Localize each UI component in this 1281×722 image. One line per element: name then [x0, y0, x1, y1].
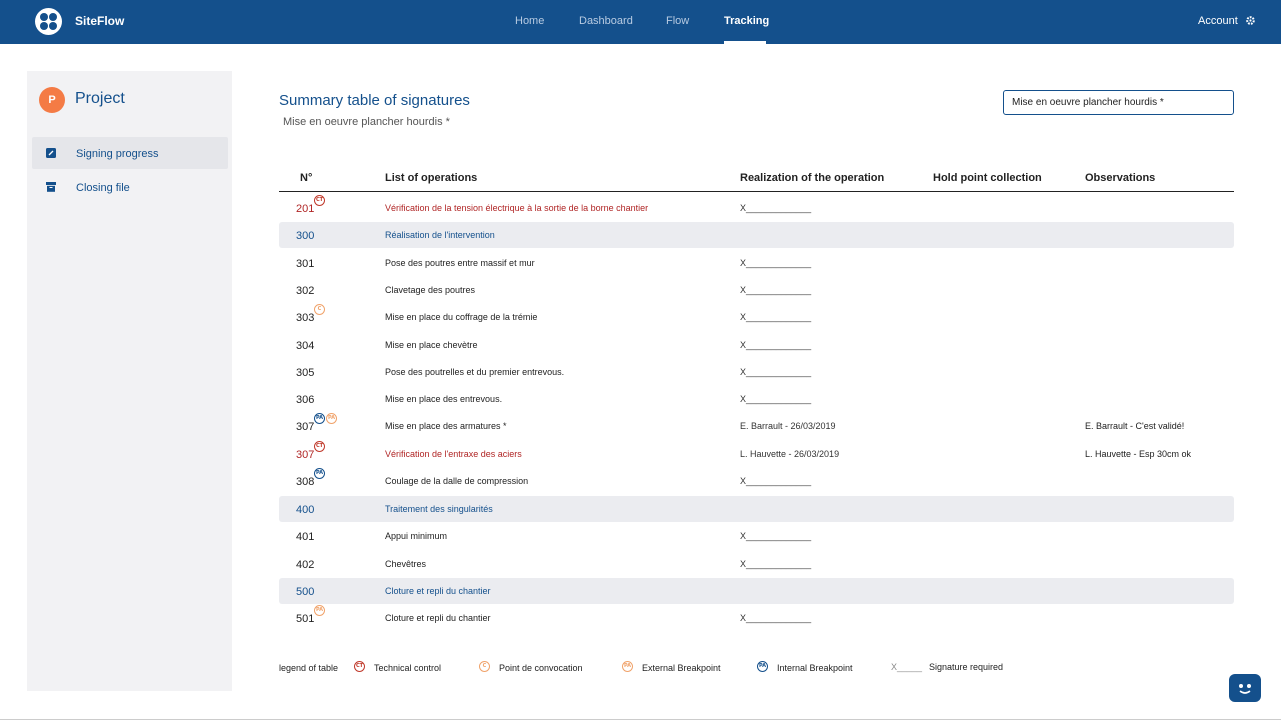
legend-label: Technical control	[374, 663, 442, 673]
operation-number: 307	[296, 421, 315, 433]
signature-required[interactable]: X_____________	[740, 531, 812, 541]
sidebar-item-label: Signing progress	[76, 148, 159, 160]
table-row[interactable]	[279, 413, 1234, 439]
signature-required[interactable]: X_____________	[740, 203, 812, 213]
signature-required[interactable]: X_____________	[740, 367, 812, 377]
sidebar-item-closing-file[interactable]	[32, 171, 228, 203]
operation-number: 305	[296, 367, 315, 379]
operation-number: 307	[296, 449, 315, 461]
operation-number: 308	[296, 476, 315, 488]
signature-required[interactable]: X_____________	[740, 559, 812, 569]
table-row[interactable]	[279, 386, 1234, 412]
table-row[interactable]	[279, 332, 1234, 358]
legend-label: External Breakpoint	[642, 663, 721, 673]
operation-badges	[314, 468, 325, 480]
operation-number: 301	[296, 258, 315, 270]
table-row[interactable]	[279, 468, 1234, 494]
operation-label: Traitement des singularités	[385, 504, 493, 514]
top-navbar	[0, 0, 1281, 44]
table-row[interactable]	[279, 441, 1234, 467]
table-row[interactable]	[279, 304, 1234, 330]
gear-icon[interactable]	[1245, 15, 1256, 26]
signature-required[interactable]: X_____________	[740, 312, 812, 322]
operation-label: Vérification de la tension électrique à la sortie de la borne chantier	[385, 203, 649, 213]
operation-label: Clavetage des poutres	[385, 285, 476, 295]
column-header-hold-point: Hold point collection	[933, 172, 1042, 184]
legend-label: Point de convocation	[499, 663, 583, 673]
sidebar-item-signing-progress[interactable]	[32, 137, 228, 169]
table-row[interactable]	[279, 551, 1234, 577]
column-header-realization: Realization of the operation	[740, 172, 885, 184]
table-group-row[interactable]	[279, 578, 1234, 604]
signature-legend-label: Signature required	[929, 662, 1004, 672]
ct-badge-icon: CT	[354, 661, 365, 672]
legend-label: Internal Breakpoint	[777, 663, 853, 673]
operation-number: 500	[296, 586, 315, 598]
column-header-number: N°	[300, 172, 313, 184]
footer-divider	[0, 719, 1281, 720]
operation-number: 306	[296, 394, 315, 406]
operation-number: 304	[296, 340, 315, 352]
table-row[interactable]	[279, 523, 1234, 549]
table-row[interactable]	[279, 359, 1234, 385]
operation-filter-select[interactable]: Mise en oeuvre plancher hourdis *	[1003, 90, 1234, 115]
app-name[interactable]: SiteFlow	[75, 14, 125, 28]
pae-badge-icon: PA	[326, 413, 337, 424]
observation-text: L. Hauvette - Esp 30cm ok	[1085, 449, 1192, 459]
nav-tracking[interactable]: Tracking	[724, 15, 770, 27]
operation-number: 201	[296, 203, 315, 215]
project-title: Project	[75, 90, 125, 107]
column-header-observations: Observations	[1085, 172, 1156, 184]
signature-symbol: X_____	[891, 662, 923, 672]
chat-bot-icon	[1229, 674, 1261, 702]
account-menu[interactable]: Account	[1198, 15, 1238, 27]
table-row[interactable]	[279, 195, 1234, 221]
project-avatar: P	[39, 87, 65, 113]
operation-number: 303	[296, 312, 315, 324]
operation-number: 400	[296, 504, 315, 516]
pai-badge-icon: PA	[757, 661, 768, 672]
table-group-row[interactable]	[279, 222, 1234, 248]
operation-label: Mise en place des armatures *	[385, 421, 507, 431]
ct-badge-icon: CT	[314, 441, 325, 452]
archive-icon	[46, 182, 56, 192]
table-header-divider	[279, 191, 1234, 192]
operation-number: 300	[296, 230, 315, 242]
ct-badge-icon: CT	[314, 195, 325, 206]
operation-number: 501	[296, 613, 315, 625]
siteflow-logo-icon[interactable]	[35, 8, 62, 35]
operation-label: Vérification de l'entraxe des aciers	[385, 449, 522, 459]
operation-label: Pose des poutres entre massif et mur	[385, 258, 535, 268]
sidebar	[27, 71, 232, 691]
operation-number: 402	[296, 559, 315, 571]
pae-badge-icon: PA	[314, 605, 325, 616]
signature-required[interactable]: X_____________	[740, 340, 812, 350]
nav-flow[interactable]: Flow	[666, 15, 690, 27]
operation-badges	[314, 605, 325, 617]
pae-badge-icon: PA	[622, 661, 633, 672]
operation-badges	[314, 441, 325, 453]
realization-signature: L. Hauvette - 26/03/2019	[740, 449, 840, 459]
signature-required[interactable]: X_____________	[740, 258, 812, 268]
page-subtitle: Mise en oeuvre plancher hourdis *	[283, 116, 450, 128]
operation-label: Mise en place du coffrage de la trémie	[385, 312, 538, 322]
operation-label: Pose des poutrelles et du premier entrevous.	[385, 367, 565, 377]
chat-bot-button[interactable]	[1229, 674, 1261, 702]
table-legend	[279, 660, 1079, 676]
operation-label: Appui minimum	[385, 531, 448, 541]
operation-label: Cloture et repli du chantier	[385, 586, 491, 596]
observation-text: E. Barrault - C'est validé!	[1085, 421, 1185, 431]
active-tab-indicator	[724, 41, 766, 44]
operation-label: Chevêtres	[385, 559, 427, 569]
legend-title: legend of table	[279, 663, 339, 673]
operation-label: Cloture et repli du chantier	[385, 613, 491, 623]
signature-required[interactable]: X_____________	[740, 613, 812, 623]
page-title: Summary table of signatures	[279, 92, 470, 109]
operation-number: 401	[296, 531, 315, 543]
table-row[interactable]	[279, 605, 1234, 631]
operation-badges	[314, 413, 337, 425]
table-group-row[interactable]	[279, 496, 1234, 522]
operation-label: Mise en place des entrevous.	[385, 394, 503, 404]
signature-required[interactable]: X_____________	[740, 476, 812, 486]
pai-badge-icon: PA	[314, 468, 325, 479]
edit-icon	[46, 148, 56, 158]
operation-label: Réalisation de l'intervention	[385, 230, 495, 240]
nav-home[interactable]: Home	[515, 15, 545, 27]
pai-badge-icon: PA	[314, 413, 325, 424]
table-row[interactable]	[279, 250, 1234, 276]
table-row[interactable]	[279, 277, 1234, 303]
operation-label: Coulage de la dalle de compression	[385, 476, 529, 486]
operation-label: Mise en place chevètre	[385, 340, 478, 350]
operation-number: 302	[296, 285, 315, 297]
operation-badges	[314, 195, 325, 207]
nav-dashboard[interactable]: Dashboard	[579, 15, 633, 27]
signature-required[interactable]: X_____________	[740, 285, 812, 295]
signature-required[interactable]: X_____________	[740, 394, 812, 404]
c-badge-icon: C	[314, 304, 325, 315]
c-badge-icon: C	[479, 661, 490, 672]
column-header-operations: List of operations	[385, 172, 478, 184]
realization-signature: E. Barrault - 26/03/2019	[740, 421, 836, 431]
sidebar-item-label: Closing file	[76, 182, 130, 194]
operation-badges	[314, 304, 325, 316]
